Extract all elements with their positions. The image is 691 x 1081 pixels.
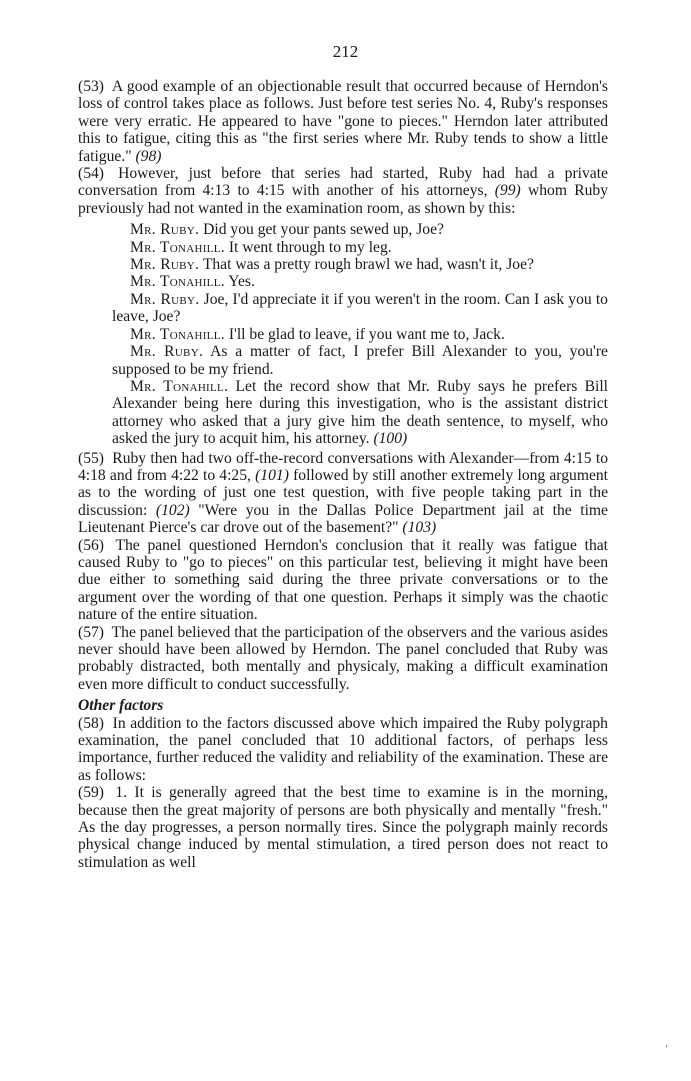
page-body [78, 78, 608, 871]
paragraph-number: (54) [78, 165, 104, 183]
paragraph-55 [78, 450, 608, 537]
paragraph-text: The panel believed that the participation of the observers and the various asides never should have been allowed by Herndon. The panel concluded that Ruby was probably distracted, both mentally and physicaly, making a difficult examination even more difficult to conduct successfully. [78, 623, 608, 693]
testimony-line [112, 378, 608, 448]
testimony-line [112, 326, 608, 343]
paragraph-number: (57) [78, 623, 104, 641]
paragraph-number: (53) [78, 78, 104, 95]
testimony-text: Did you get your pants sewed up, Joe? [203, 221, 444, 239]
speaker: Mr. Tonahill. [130, 377, 229, 395]
testimony-line [112, 221, 608, 238]
paragraph-text: A good example of an objectionable result that occurred because of Herndon's loss of control takes place as follows. Just before test series No. 4, Ruby's responses were very erratic. He appeared to have "gone to pieces." Herndon later attributed this to fatigue, citing this as "the first series where Mr. Ruby tends to show a little fatigue." [78, 78, 608, 165]
testimony-text: Let the record show that Mr. Ruby says he prefers Bill Alexander being here during this investigation, who is the assistant district attorney who asked that a jury give him the death sentence, to myself, who asked the jury to acquit him, his attorney. [112, 377, 609, 448]
speaker: Mr. Ruby. [130, 343, 204, 361]
paragraph-text: In addition to the factors discussed above which impaired the Ruby polygraph examination, the panel concluded that 10 additional factors, of perhaps less importance, further reduced the validity and reliability of the examination. These are as follows: [78, 714, 608, 784]
footnote-ref: (99) [494, 182, 521, 200]
testimony-block [78, 221, 608, 447]
paragraph-57 [78, 624, 608, 694]
testimony-text: Joe, I'd appreciate it if you weren't in the room. Can I ask you to leave, Joe? [112, 290, 608, 326]
scan-speck: ‘ [665, 1043, 668, 1053]
speaker: Mr. Ruby. [130, 290, 200, 308]
testimony-text: Yes. [228, 273, 255, 291]
testimony-line [112, 239, 608, 256]
testimony-text: I'll be glad to leave, if you want me to, Jack. [228, 325, 505, 343]
footnote-ref: (103) [402, 519, 437, 537]
page-number: 212 [332, 42, 359, 61]
paragraph-number: (56) [78, 536, 104, 554]
paragraph-number: (59) [78, 784, 104, 802]
footnote-ref: (98) [135, 147, 162, 165]
testimony-text: As a matter of fact, I prefer Bill Alexander to you, you're supposed to be my friend. [112, 343, 608, 378]
speaker: Mr. Tonahill. [130, 273, 225, 291]
paragraph-text: whom Ruby previously had not wanted in the examination room, as shown by this: [78, 182, 608, 217]
testimony-line [112, 256, 608, 273]
footnote-ref: (102) [155, 501, 190, 519]
paragraph-number: (55) [78, 449, 104, 467]
speaker: Mr. Tonahill. [130, 238, 225, 256]
speaker: Mr. Tonahill. [130, 325, 225, 343]
speaker: Mr. Ruby. [130, 221, 200, 239]
section-subheading: Other factors [78, 697, 164, 715]
paragraph-58 [78, 715, 608, 785]
footnote-ref: (100) [373, 430, 408, 448]
paragraph-text: followed by still another extremely long argument as to the wording of just one test question, with five people taking part in the discussion: [78, 466, 608, 519]
paragraph-number: (58) [78, 714, 104, 732]
paragraph-text: The panel questioned Herndon's conclusion that it really was fatigue that caused Ruby to "go to pieces" on this particular test, believing it might have been due either to something said during the three private conversations or to the argument over the wording of that one question. Perhaps it simply was the chaotic nature of the entire situation. [78, 536, 608, 624]
footnote-ref: (101) [255, 466, 289, 484]
speaker: Mr. Ruby. [130, 256, 200, 274]
paragraph-54 [78, 165, 608, 217]
paragraph-text: "Were you in the Dallas Police Department jail at the time Lieutenant Pierce's car drove out of the basement?" [78, 501, 608, 537]
paragraph-53 [78, 78, 608, 165]
paragraph-59 [78, 784, 608, 871]
testimony-line [112, 291, 608, 326]
testimony-text: That was a pretty rough brawl we had, wasn't it, Joe? [202, 256, 534, 274]
paragraph-56 [78, 537, 608, 624]
paragraph-text: 1. It is generally agreed that the best time to examine is in the morning, because then the great majority of persons are both physically and mentally "fresh." As the day progresses, a person normally tires. Since the polygraph mainly records physical change induced by mental stimulation, a tired person does not react to stimulation as well [78, 784, 608, 871]
testimony-line [112, 273, 608, 290]
paragraph-text: However, just before that series had started, Ruby had had a private conversation from 4:13 to 4:15 with another of his attorneys, [78, 165, 608, 200]
testimony-line [112, 343, 608, 378]
paragraph-text: Ruby then had two off-the-record conversations with Alexander—from 4:15 to 4:18 and from 4:22 to 4:25, [78, 449, 609, 484]
testimony-text: It went through to my leg. [228, 238, 392, 256]
